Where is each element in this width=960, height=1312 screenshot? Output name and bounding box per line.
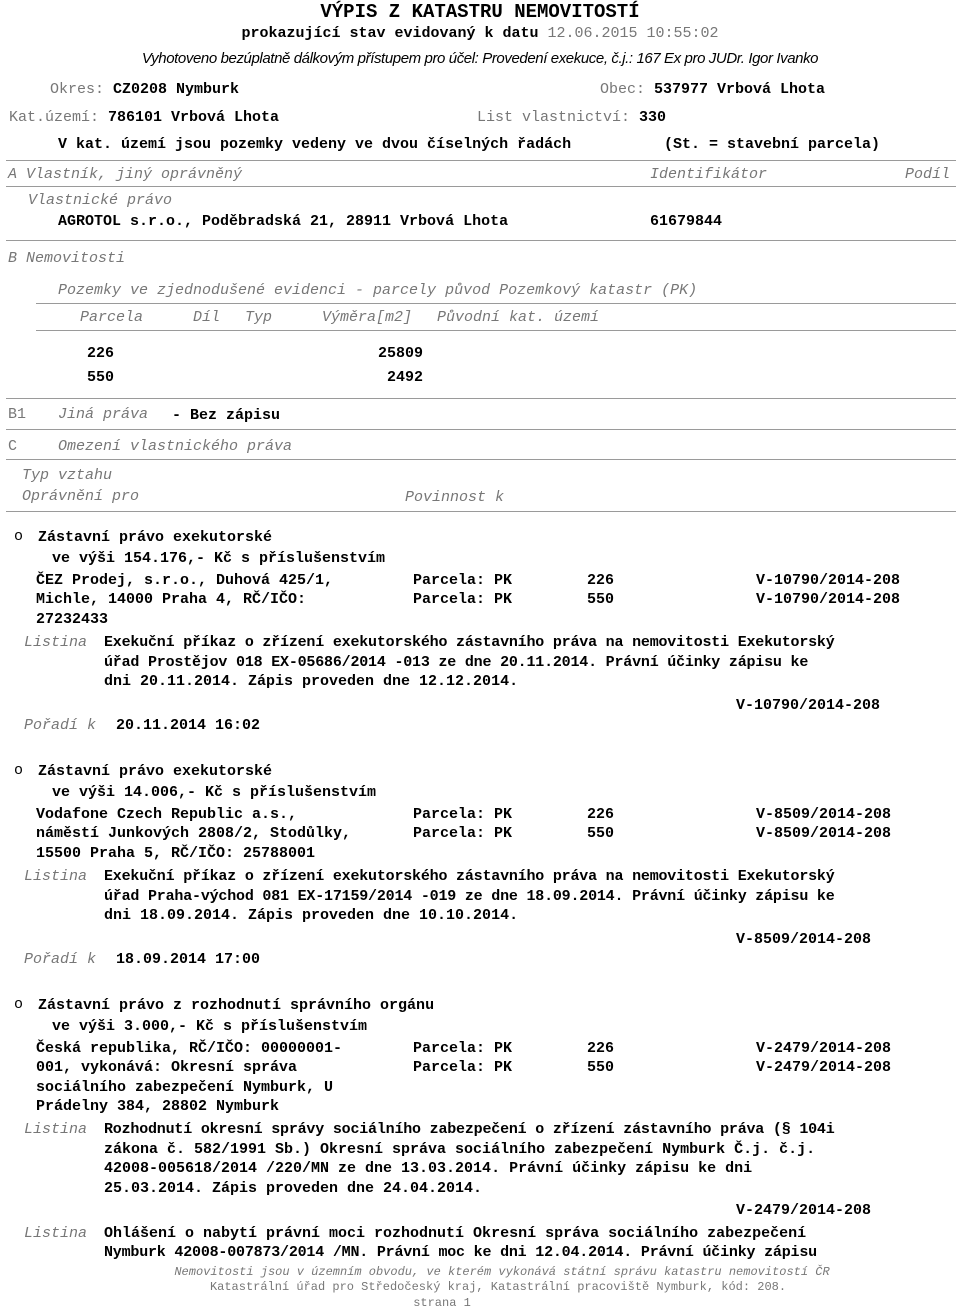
katuzemi-value: 786101 Vrbová Lhota: [108, 109, 280, 126]
entry-party-line: sociálního zabezpečení Nymburk, U: [36, 1079, 334, 1096]
entry-parcel-number: 550: [587, 825, 615, 842]
listina-label: Listina: [24, 1225, 88, 1242]
entry-parcel-label: Parcela: PK: [413, 1040, 513, 1057]
section-b1-heading: Jiná práva: [58, 406, 149, 423]
entry-party-line: 27232433: [36, 611, 109, 628]
section-b1-value: - Bez zápisu: [172, 407, 281, 424]
state-label: prokazující stav evidovaný k datu: [241, 25, 539, 42]
entry-parcel-ref: V-10790/2014-208: [756, 591, 901, 608]
listina-text-line: Exekuční příkaz o zřízení exekutorského zástavního práva na nemovitosti Exekutorský: [104, 868, 835, 885]
parcel-number: 550: [87, 369, 115, 386]
parcel-area: 25809: [377, 345, 423, 362]
divider: [36, 330, 956, 331]
entry-parcel-label: Parcela: PK: [413, 825, 513, 842]
povinnost-k-label: Povinnost k: [405, 489, 505, 506]
poradi-label: Pořadí k: [24, 951, 97, 968]
listina-text-line: 25.03.2014. Zápis proveden dne 24.04.2014.: [104, 1180, 483, 1197]
state-line: [0, 25, 960, 42]
section-b1-label: B1: [8, 406, 27, 423]
okres-value: CZ0208 Nymburk: [113, 81, 240, 98]
entry-parcel-ref: V-2479/2014-208: [756, 1059, 892, 1076]
owner-name: AGROTOL s.r.o., Poděbradská 21, 28911 Vrbová Lhota: [58, 213, 509, 230]
entry-type: Zástavní právo z rozhodnutí správního orgánu: [38, 997, 435, 1014]
entry-amount: ve výši 14.006,- Kč s příslušenstvím: [52, 784, 377, 801]
entry-type: Zástavní právo exekutorské: [38, 763, 273, 780]
section-a-subheading: Vlastnické právo: [28, 192, 173, 209]
listina-label: Listina: [24, 868, 88, 885]
entry-parcel-ref: V-10790/2014-208: [756, 572, 901, 589]
listina-label: Listina: [24, 1121, 88, 1138]
obec-row: [600, 81, 825, 98]
opravneni-pro-label: Oprávnění pro: [22, 488, 140, 505]
listina-text-line: Ohlášení o nabytí právní moci rozhodnutí Okresní správa sociálního zabezpečení: [104, 1225, 807, 1242]
entry-party-line: Michle, 14000 Praha 4, RČ/IČO:: [36, 591, 307, 608]
entry-parcel-ref: V-8509/2014-208: [756, 806, 892, 823]
section-c-label: C: [8, 438, 18, 455]
listina-text-line: zákona č. 582/1991 Sb.) Okresní správa sociálního zabezpečení Nymburk Č.j. č.j.: [104, 1141, 816, 1158]
divider: [6, 398, 956, 399]
parcel-number: 226: [87, 345, 115, 362]
entry-party-line: Česká republika, RČ/IČO: 00000001-: [36, 1040, 343, 1057]
entry-parcel-number: 226: [587, 1040, 615, 1057]
entry-amount: ve výši 154.176,- Kč s příslušenstvím: [52, 550, 386, 567]
entry-parcel-label: Parcela: PK: [413, 572, 513, 589]
divider: [6, 160, 956, 161]
listina-text-line: dni 18.09.2014. Zápis proveden dne 10.10.2014.: [104, 907, 519, 924]
col-parcela: Parcela: [80, 309, 144, 326]
divider: [6, 459, 956, 460]
obec-label: Obec:: [600, 81, 646, 98]
entry-party-line: 15500 Praha 5, RČ/IČO: 25788001: [36, 845, 316, 862]
entry-party-line: 001, vykonává: Okresní správa: [36, 1059, 298, 1076]
listina-ref: V-8509/2014-208: [736, 931, 872, 948]
entry-parcel-number: 226: [587, 572, 615, 589]
listina-text-line: úřad Prostějov 018 EX-05686/2014 -013 ze dne 20.11.2014. Právní účinky zápisu ke: [104, 654, 809, 671]
entry-bullet: o: [14, 762, 24, 779]
listina-text-line: úřad Praha-východ 081 EX-17159/2014 -019 ze dne 18.09.2014. Právní účinky zápisu ke: [104, 888, 835, 905]
col-identifikator: Identifikátor: [650, 166, 768, 183]
listina-text-line: 42008-005618/2014 /220/MN ze dne 13.03.2014. Právní účinky zápisu ke dni: [104, 1160, 753, 1177]
section-a-heading: A Vlastník, jiný oprávněný: [8, 166, 243, 183]
parcel-area: 2492: [386, 369, 423, 386]
lv-value: 330: [639, 109, 667, 126]
divider: [6, 429, 956, 430]
entry-parcel-ref: V-2479/2014-208: [756, 1040, 892, 1057]
entry-amount: ve výši 3.000,- Kč s příslušenstvím: [52, 1018, 368, 1035]
listina-ref: V-2479/2014-208: [736, 1202, 872, 1219]
lv-row: [477, 109, 666, 126]
entry-parcel-ref: V-8509/2014-208: [756, 825, 892, 842]
entry-bullet: o: [14, 528, 24, 545]
listina-ref: V-10790/2014-208: [736, 697, 881, 714]
entry-party-line: náměstí Junkových 2808/2, Stodůlky,: [36, 825, 352, 842]
okres-row: [50, 81, 239, 98]
col-dil: Díl: [193, 309, 221, 326]
rady-note: V kat. území jsou pozemky vedeny ve dvou číselných řadách: [58, 136, 572, 153]
katuzemi-label: Kat.území:: [9, 109, 100, 126]
owner-id: 61679844: [650, 213, 723, 230]
document-title: VÝPIS Z KATASTRU NEMOVITOSTÍ: [320, 1, 640, 23]
entry-party-line: ČEZ Prodej, s.r.o., Duhová 425/1,: [36, 572, 334, 589]
katuzemi-row: [9, 109, 279, 126]
pozemky-heading: Pozemky ve zjednodušené evidenci - parcely původ Pozemkový katastr (PK): [58, 282, 698, 299]
lv-label: List vlastnictví:: [477, 109, 631, 126]
stavebni-note: (St. = stavební parcela): [664, 136, 881, 153]
poradi-label: Pořadí k: [24, 717, 97, 734]
entry-bullet: o: [14, 996, 24, 1013]
listina-label: Listina: [24, 634, 88, 651]
listina-text-line: Nymburk 42008-007873/2014 /MN. Právní moc ke dni 12.04.2014. Právní účinky zápisu: [104, 1244, 817, 1261]
entry-parcel-number: 550: [587, 591, 615, 608]
divider: [6, 240, 956, 241]
page-number: strana 1: [413, 1296, 471, 1310]
entry-parcel-label: Parcela: PK: [413, 1059, 513, 1076]
section-c-heading: Omezení vlastnického práva: [58, 438, 293, 455]
col-puvodni: Původní kat. území: [437, 309, 600, 326]
listina-text-line: Rozhodnutí okresní správy sociálního zabezpečení o zřízení zástavního práva (§ 104i: [104, 1121, 835, 1138]
entry-parcel-label: Parcela: PK: [413, 591, 513, 608]
divider: [6, 511, 956, 512]
obec-value: 537977 Vrbová Lhota: [654, 81, 826, 98]
footer-office: Katastrální úřad pro Středočeský kraj, Katastrální pracoviště Nymburk, kód: 208.: [209, 1280, 787, 1294]
divider: [36, 303, 956, 304]
entry-parcel-number: 550: [587, 1059, 615, 1076]
section-b-heading: B Nemovitosti: [8, 250, 126, 267]
footer-note: Nemovitosti jsou v územním obvodu, ve kterém vykonává státní správu katastru nemovitostí ČR: [174, 1265, 830, 1279]
poradi-value: 18.09.2014 17:00: [116, 951, 261, 968]
entry-parcel-number: 226: [587, 806, 615, 823]
poradi-value: 20.11.2014 16:02: [116, 717, 261, 734]
state-date: 12.06.2015 10:55:02: [547, 25, 719, 42]
entry-type: Zástavní právo exekutorské: [38, 529, 273, 546]
typ-vztahu-label: Typ vztahu: [22, 467, 113, 484]
listina-text-line: dni 20.11.2014. Zápis proveden dne 12.12.2014.: [104, 673, 519, 690]
col-podil: Podíl: [905, 166, 951, 183]
okres-label: Okres:: [50, 81, 105, 98]
listina-text-line: Exekuční příkaz o zřízení exekutorského zástavního práva na nemovitosti Exekutorský: [104, 634, 835, 651]
issued-note: Vyhotoveno bezúplatně dálkovým přístupem pro účel: Provedení exekuce, č.j.: 167 Ex pro JUDr. Igor Ivanko: [141, 50, 819, 67]
col-typ: Typ: [245, 309, 273, 326]
entry-parcel-label: Parcela: PK: [413, 806, 513, 823]
divider: [6, 186, 956, 187]
entry-party-line: Prádelny 384, 28802 Nymburk: [36, 1098, 280, 1115]
entry-party-line: Vodafone Czech Republic a.s.,: [36, 806, 298, 823]
col-vymera: Výměra[m2]: [322, 309, 413, 326]
